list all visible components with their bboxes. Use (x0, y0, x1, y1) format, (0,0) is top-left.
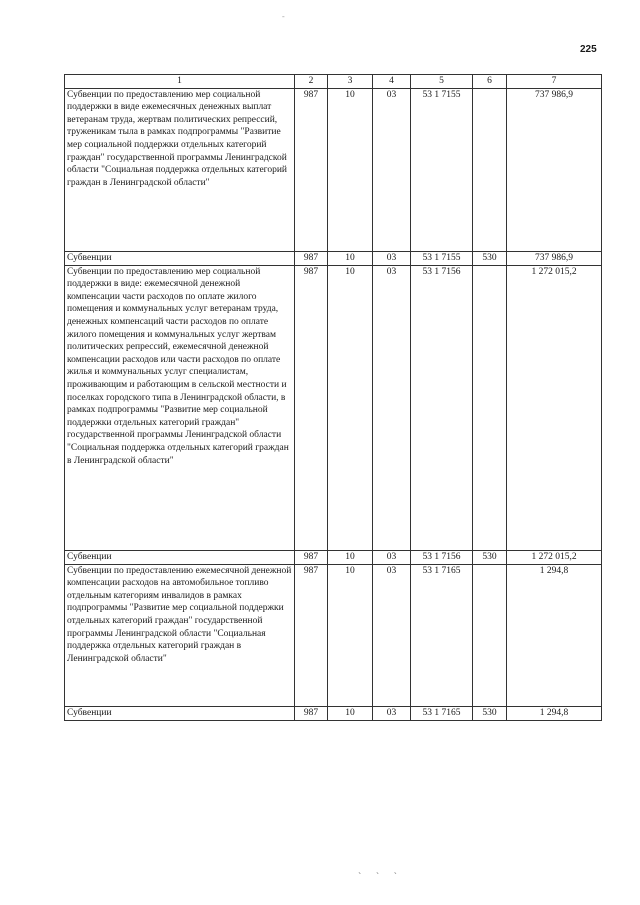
row-section-code: 10 (328, 706, 373, 720)
row-target-code: 53 1 7155 (411, 88, 473, 251)
row-subsection-code: 03 (373, 564, 411, 706)
row-amount: 737 986,9 (507, 251, 602, 265)
page-number: 225 (580, 44, 597, 55)
row-ministry-code: 987 (295, 88, 328, 251)
budget-table (64, 74, 602, 721)
row-section-code: 10 (328, 550, 373, 564)
row-section-code: 10 (328, 88, 373, 251)
row-name: Субвенции (65, 706, 295, 720)
row-section-code: 10 (328, 265, 373, 550)
row-amount: 1 294,8 (507, 564, 602, 706)
row-amount: 1 272 015,2 (507, 265, 602, 550)
row-amount: 1 294,8 (507, 706, 602, 720)
row-section-code: 10 (328, 564, 373, 706)
row-amount: 737 986,9 (507, 88, 602, 251)
row-target-code: 53 1 7156 (411, 265, 473, 550)
table-header-row (65, 75, 602, 89)
column-header: 3 (328, 75, 373, 89)
row-ministry-code: 987 (295, 265, 328, 550)
row-ministry-code: 987 (295, 251, 328, 265)
row-name: Субвенции (65, 251, 295, 265)
row-name: Субвенции по предоставлению ежемесячной денежной компенсации расходов на автомобильное топливо отдельным категориям инвалидов в рамках подпрограммы "Развитие мер социальной поддержки отдельных категорий граждан" государственной программы Ленинградской области "Социальная поддержка отдельных категорий граждан в Ленинградской области" (65, 564, 295, 706)
footer-scan-marks: ` ` ` (358, 872, 403, 883)
column-header: 2 (295, 75, 328, 89)
row-subsection-code: 03 (373, 88, 411, 251)
column-header: 6 (473, 75, 507, 89)
column-header: 4 (373, 75, 411, 89)
row-subsection-code: 03 (373, 706, 411, 720)
row-name: Субвенции по предоставлению мер социальной поддержки в виде ежемесячных денежных выплат ветеранам труда, жертвам политических репрессий, труженикам тыла в рамках подпрограммы "Развитие мер социальной поддержки отдельных категорий граждан" государственной программы Ленинградской области "Социальная поддержка отдельных категорий граждан в Ленинградской области" (65, 88, 295, 251)
row-amount: 1 272 015,2 (507, 550, 602, 564)
table-row (65, 251, 602, 265)
row-expense-type: 530 (473, 251, 507, 265)
row-expense-type: 530 (473, 550, 507, 564)
top-scan-mark: - (282, 12, 285, 21)
row-expense-type (473, 265, 507, 550)
row-subsection-code: 03 (373, 251, 411, 265)
row-ministry-code: 987 (295, 706, 328, 720)
row-expense-type: 530 (473, 706, 507, 720)
row-expense-type (473, 88, 507, 251)
table-row (65, 265, 602, 550)
table-row (65, 706, 602, 720)
row-expense-type (473, 564, 507, 706)
table-row (65, 564, 602, 706)
row-target-code: 53 1 7155 (411, 251, 473, 265)
row-section-code: 10 (328, 251, 373, 265)
row-target-code: 53 1 7165 (411, 706, 473, 720)
column-header: 7 (507, 75, 602, 89)
row-ministry-code: 987 (295, 550, 328, 564)
row-ministry-code: 987 (295, 564, 328, 706)
row-subsection-code: 03 (373, 265, 411, 550)
row-target-code: 53 1 7165 (411, 564, 473, 706)
table-row (65, 550, 602, 564)
row-name: Субвенции по предоставлению мер социальной поддержки в виде: ежемесячной денежной компенсации части расходов по оплате жилого помещения и коммунальных услуг ветеранам труда, денежных компенсаций части расходов по оплате жилого помещения и коммунальных услуг жертвам политических репрессий, ежемесячной денежной компенсации расходов или части расходов по оплате жилья и коммунальных услуг специалистам, проживающим и работающим в сельской местности и поселках городского типа в Ленинградской области, в рамках подпрограммы "Развитие мер социальной поддержки отдельных категорий граждан" государственной программы Ленинградской области "Социальная поддержка отдельных категорий граждан в Ленинградской области" (65, 265, 295, 550)
row-subsection-code: 03 (373, 550, 411, 564)
column-header: 1 (65, 75, 295, 89)
row-name: Субвенции (65, 550, 295, 564)
column-header: 5 (411, 75, 473, 89)
table-row (65, 88, 602, 251)
row-target-code: 53 1 7156 (411, 550, 473, 564)
